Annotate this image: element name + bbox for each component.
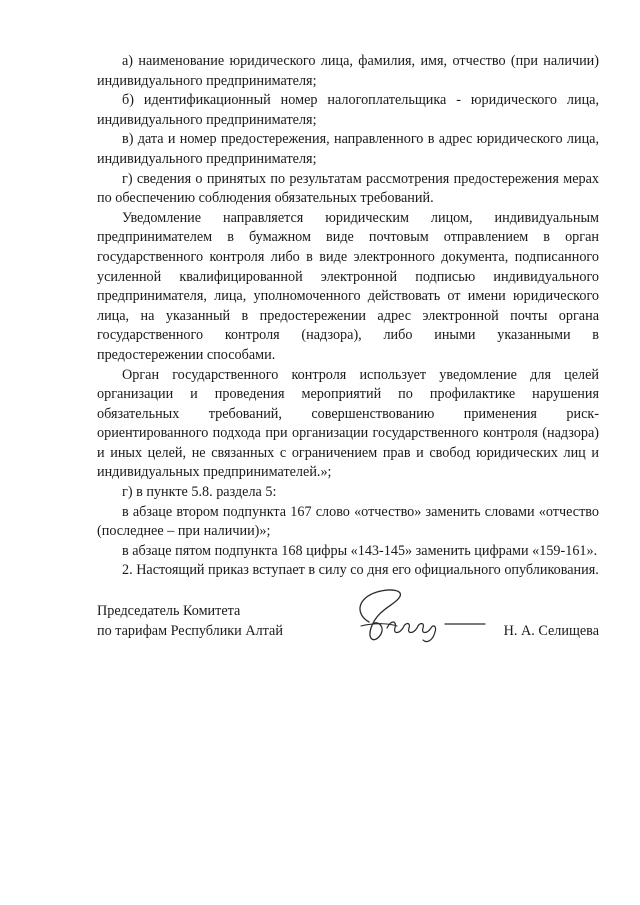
item-b: б) идентификационный номер налогоплательщика - юридического лица, индивидуального предпринимателя;	[97, 92, 599, 128]
amendment-167: в абзаце втором подпункта 167 слово «отчество» заменить словами «отчество (последнее – при наличии)»;	[97, 503, 599, 540]
signatory-title-line-2: по тарифам Республики Алтай	[97, 622, 283, 639]
amendment-168: в абзаце пятом подпункта 168 цифры «143-145» заменить цифрами «159-161».	[122, 542, 598, 559]
item-g: г) сведения о принятых по результатам рассмотрения предостережения мерах по обеспечению соблюдения обязательных требований.	[97, 170, 599, 207]
item-a: а) наименование юридического лица, фамилия, имя, отчество (при наличии) индивидуального предпринимателя;	[97, 53, 599, 89]
document-body	[97, 52, 599, 581]
signatory-name: Н. А. Селищева	[503, 622, 599, 639]
signatory-title	[97, 602, 283, 641]
signatory-title-line-1: Председатель Комитета	[97, 603, 241, 619]
clause-5-8-heading: г) в пункте 5.8. раздела 5:	[122, 484, 277, 501]
effective-clause: 2. Настоящий приказ вступает в силу со дня его официального опубликования.	[122, 562, 599, 579]
item-v: в) дата и номер предостережения, направленного в адрес юридического лица, индивидуального предпринимателя;	[97, 131, 599, 167]
signature-block	[97, 602, 599, 662]
control-body-paragraph: Орган государственного контроля использует уведомление для целей организации и проведения мероприятий по профилактике нарушения обязательных требований, совершенствованию применения риск-ориентированного подхода при организации государственного контроля (надзора) и иных целей, не связанных с ограничением прав и свобод юридических лиц и индивидуальных предпринимателей.»;	[97, 366, 599, 481]
notification-paragraph: Уведомление направляется юридическим лицом, индивидуальным предпринимателем в бумажном виде почтовым отправлением в орган государственного контроля либо в виде электронного документа, подписанного усиленной квалифицированной электронной подписью индивидуального предпринимателя, лица, уполномоченного действовать от имени юридического лица, на указанный в предостережении адрес электронной почты органа государственного контроля (надзора), либо иными указанными в предостережении способами.	[97, 209, 599, 363]
handwritten-signature	[347, 584, 497, 654]
